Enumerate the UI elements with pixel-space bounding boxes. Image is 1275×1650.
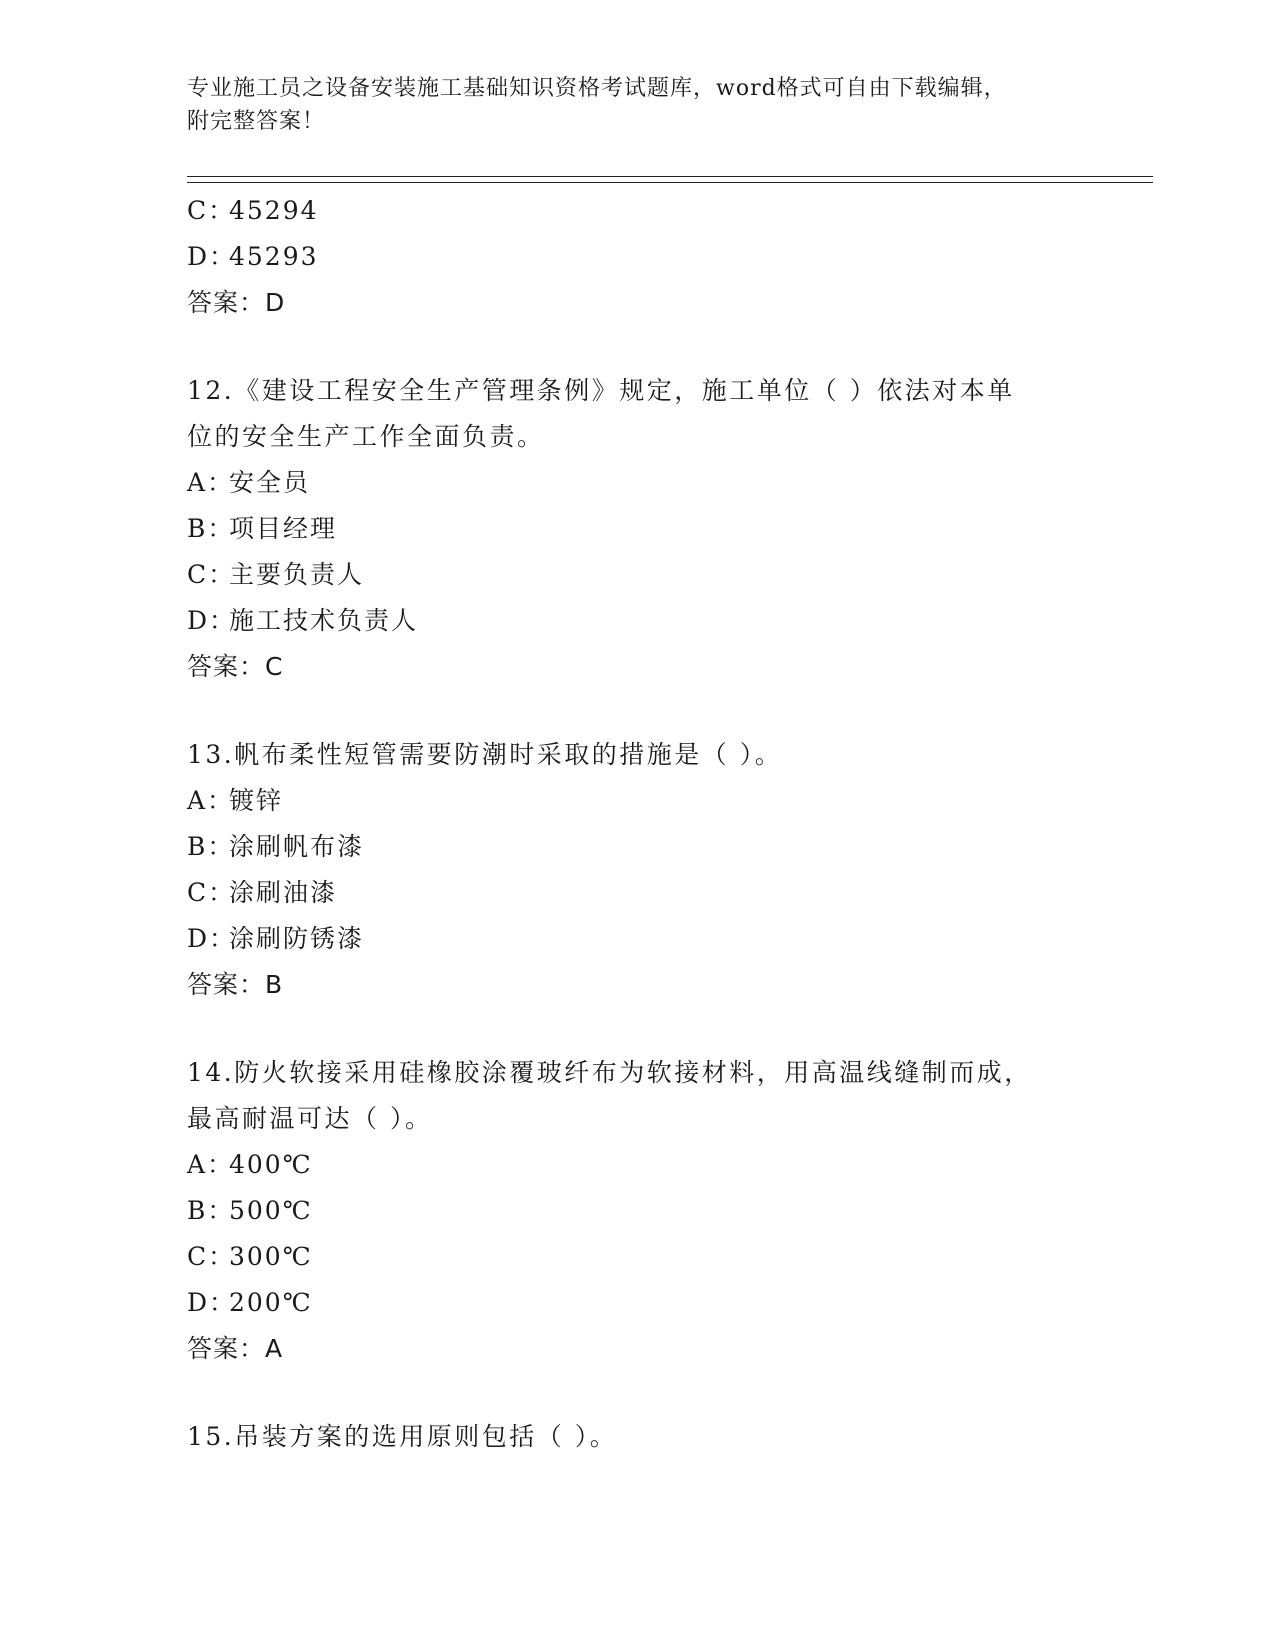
option-key: B： (187, 514, 235, 543)
option-value: 400℃ (229, 1150, 313, 1179)
question-13 (187, 732, 1087, 1008)
option-value: 500℃ (229, 1196, 313, 1225)
option-key: A： (187, 468, 235, 497)
option-value: 项目经理 (229, 514, 338, 543)
option-key: D： (187, 1288, 237, 1317)
option-d (187, 598, 1087, 644)
option-key: B： (187, 832, 235, 861)
option-key: C： (187, 560, 236, 589)
option-value: 安全员 (229, 468, 311, 497)
option-a (187, 778, 1087, 824)
option-c (187, 552, 1087, 598)
answer-line: 答案：B (187, 970, 284, 999)
question-stem-continued: 位的安全生产工作全面负责。 (187, 422, 545, 451)
option-key: A： (187, 786, 235, 815)
question-15 (187, 1414, 1087, 1460)
question-stem: 13.帆布柔性短管需要防潮时采取的措施是（ ）。 (187, 740, 783, 769)
option-b (187, 824, 1087, 870)
answer-line: 答案：D (187, 288, 286, 317)
option-b (187, 1188, 1087, 1234)
header-line-1: 专业施工员之设备安装施工基础知识资格考试题库，word格式可自由下载编辑， (187, 76, 1007, 101)
answer-line: 答案：A (187, 1334, 284, 1363)
option-d (187, 234, 1087, 280)
option-b (187, 506, 1087, 552)
option-key: D： (187, 606, 237, 635)
option-value: 主要负责人 (229, 560, 365, 589)
option-value: 涂刷帆布漆 (229, 832, 365, 861)
option-d (187, 916, 1087, 962)
question-stem-continued: 最高耐温可达（ ）。 (187, 1104, 433, 1133)
option-key: C： (187, 1242, 236, 1271)
option-value: 200℃ (229, 1288, 313, 1317)
option-a (187, 1142, 1087, 1188)
header-divider-top (187, 176, 1153, 177)
option-key: A： (187, 1150, 235, 1179)
option-key: C： (187, 196, 236, 225)
question-12 (187, 368, 1087, 690)
document-header (187, 72, 1067, 138)
option-value: 45293 (229, 242, 319, 271)
option-key: D： (187, 924, 237, 953)
header-divider-bottom (187, 182, 1153, 183)
option-c (187, 1234, 1087, 1280)
option-value: 涂刷油漆 (229, 878, 338, 907)
option-c (187, 870, 1087, 916)
question-stem: 12.《建设工程安全生产管理条例》规定，施工单位（ ）依法对本单 (187, 376, 1015, 405)
header-line-2: 附完整答案！ (187, 109, 326, 134)
option-value: 施工技术负责人 (229, 606, 419, 635)
option-key: D： (187, 242, 237, 271)
question-14 (187, 1050, 1087, 1372)
option-d (187, 1280, 1087, 1326)
question-stem: 15.吊装方案的选用原则包括（ ）。 (187, 1422, 618, 1451)
option-value: 镀锌 (229, 786, 284, 815)
question-list (187, 188, 1087, 1460)
option-value: 涂刷防锈漆 (229, 924, 365, 953)
answer-line: 答案：C (187, 652, 284, 681)
option-a (187, 460, 1087, 506)
option-key: C： (187, 878, 236, 907)
question-stem: 14.防火软接采用硅橡胶涂覆玻纤布为软接材料，用高温线缝制而成， (187, 1058, 1032, 1087)
option-c (187, 188, 1087, 234)
option-key: B： (187, 1196, 235, 1225)
option-value: 45294 (229, 196, 319, 225)
option-value: 300℃ (229, 1242, 313, 1271)
prev-question-block (187, 188, 1087, 326)
